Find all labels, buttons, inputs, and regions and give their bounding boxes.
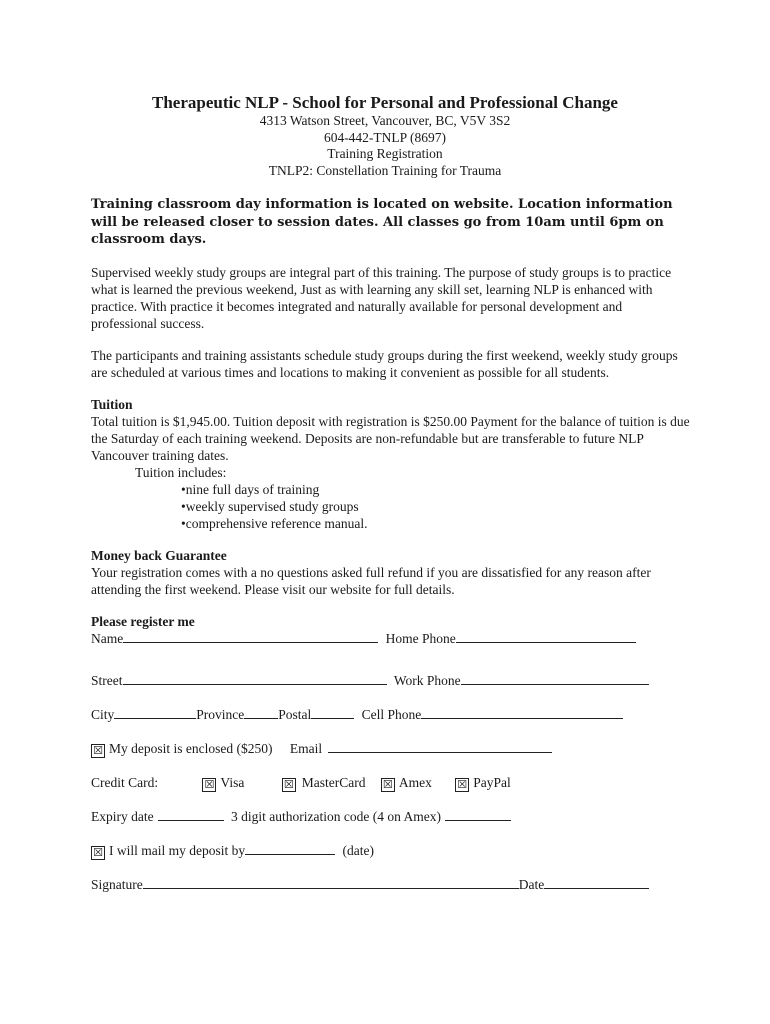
tuition-text: Total tuition is $1,945.00. Tuition deposit with registration is $250.00 Payment for the balance of tuition is due the Saturday of each training weekend. Deposits are non-refundable but are transferable to future NLP Vancouver training dates. [91,413,690,463]
home-phone-label: Home Phone [385,630,456,646]
school-title: Therapeutic NLP - School for Personal and Professional Change [152,93,618,112]
classroom-notice: Training classroom day information is located on website. Location information will be released closer to session dates. All classes go from 10am until 6pm on classroom days. [91,197,673,247]
auth-code-field[interactable] [445,808,511,821]
home-phone-field[interactable] [456,630,636,643]
tuition-section [91,396,691,532]
deposit-row [91,732,691,766]
expiry-row [91,800,691,834]
date-label: Date [518,876,545,892]
deposit-enclosed-label: My deposit is enclosed ($250) [109,740,273,756]
name-row [91,630,691,647]
amex-checkbox[interactable]: ☒ [381,778,395,792]
registration-fields [91,613,691,902]
guarantee-section [91,547,691,598]
card-option-paypal: PayPal [473,774,511,790]
tuition-includes-label: Tuition includes: [135,464,227,480]
street-row [91,664,691,698]
auth-code-label: 3 digit authorization code (4 on Amex) [230,808,441,824]
mail-deposit-label: I will mail my deposit by [109,842,246,858]
study-groups-paragraph: Supervised weekly study groups are integral part of this training. The purpose of study groups is to practice what is learned the previous weekend, Just as with learning any skill set, learning NLP is enhanced with practice. With practice it becomes integrated and naturally available for personal development and professional success. [91,264,672,331]
street-label: Street [91,672,123,688]
mastercard-checkbox[interactable]: ☒ [282,778,296,792]
visa-checkbox[interactable]: ☒ [202,778,216,792]
tuition-item: •weekly supervised study groups [181,498,359,514]
mail-deposit-date-field[interactable] [245,842,335,855]
document-body [91,196,691,902]
tuition-item: •comprehensive reference manual. [181,515,368,531]
cell-phone-field[interactable] [421,706,623,719]
document-header [0,93,770,179]
city-label: City [91,706,115,722]
work-phone-label: Work Phone [393,672,461,688]
signature-label: Signature [91,876,143,892]
email-field[interactable] [328,740,552,753]
cell-phone-label: Cell Phone [361,706,422,722]
credit-card-label: Credit Card: [91,774,159,790]
signature-row [91,868,691,902]
city-row [91,698,691,732]
signature-date-field[interactable] [544,876,649,889]
province-label: Province [196,706,245,722]
mail-deposit-row [91,834,691,868]
guarantee-text: Your registration comes with a no questions asked full refund if you are dissatisfied for any reason after attending the first weekend. Please visit our website for full details. [91,564,651,597]
course-name: TNLP2: Constellation Training for Trauma [268,162,502,178]
tuition-heading: Tuition [91,396,133,412]
scheduling-paragraph: The participants and training assistants schedule study groups during the first weekend, weekly study groups are scheduled at various times and locations to making it convenient as possible for all students. [91,347,678,380]
card-option-amex: Amex [398,774,432,790]
register-heading: Please register me [91,613,195,629]
street-field[interactable] [123,672,387,685]
province-field[interactable] [244,706,278,719]
card-option-visa: Visa [220,774,245,790]
mail-deposit-checkbox[interactable]: ☒ [91,846,105,860]
document-subtitle: Training Registration [327,146,443,162]
credit-card-row [91,766,691,800]
school-address: 4313 Watson Street, Vancouver, BC, V5V 3S2 [259,113,511,128]
name-label: Name [91,630,124,646]
name-field[interactable] [123,630,378,643]
tuition-item: •nine full days of training [181,481,320,497]
work-phone-field[interactable] [461,672,649,685]
card-option-mastercard: MasterCard [301,774,366,790]
email-label: Email [289,740,323,756]
guarantee-heading: Money back Guarantee [91,547,227,563]
school-phone: 604-442-TNLP (8697) [323,129,447,145]
postal-label: Postal [278,706,312,722]
date-suffix: (date) [342,842,374,858]
paypal-checkbox[interactable]: ☒ [455,778,469,792]
deposit-enclosed-checkbox[interactable]: ☒ [91,744,105,758]
expiry-field[interactable] [158,808,224,821]
signature-field[interactable] [143,876,519,889]
city-field[interactable] [114,706,196,719]
expiry-label: Expiry date [91,808,154,824]
postal-field[interactable] [311,706,354,719]
